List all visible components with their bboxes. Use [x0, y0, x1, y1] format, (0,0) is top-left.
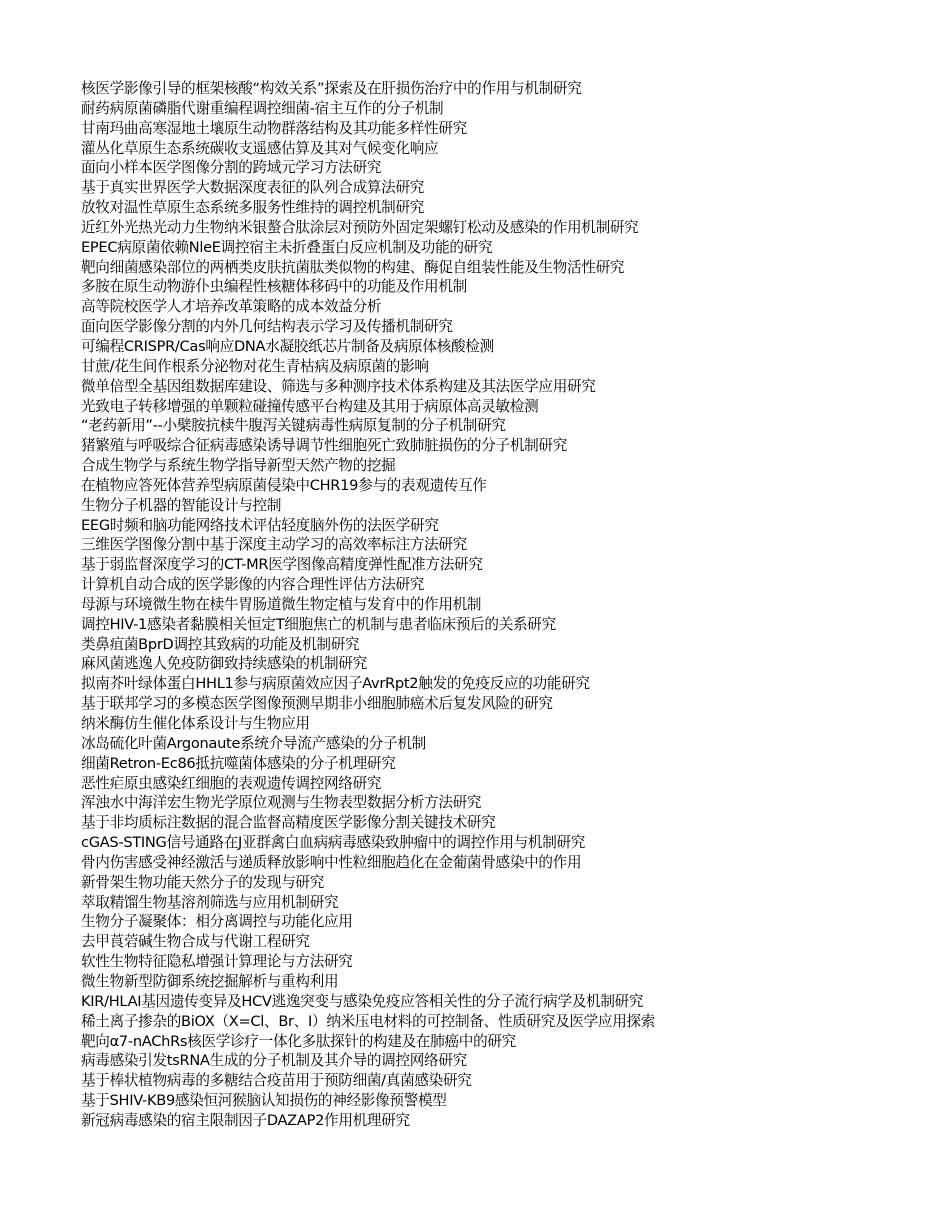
project-title: 猪繁殖与呼吸综合征病毒感染诱导调节性细胞死亡致肺脏损伤的分子机制研究: [81, 437, 567, 455]
project-title: 在植物应答死体营养型病原菌侵染中CHR19参与的表观遗传互作: [81, 476, 487, 494]
project-title: 新冠病毒感染的宿主限制因子DAZAP2作用机理研究: [81, 1111, 410, 1129]
project-title: 软性生物特征隐私增强计算理论与方法研究: [81, 953, 353, 971]
project-title: 恶性疟原虫感染红细胞的表观遗传调控网络研究: [81, 774, 382, 792]
project-title: 高等院校医学人才培养改革策略的成本效益分析: [81, 298, 382, 316]
project-title: 三维医学图像分割中基于深度主动学习的高效率标注方法研究: [81, 536, 467, 554]
project-title: 浑浊水中海洋宏生物光学原位观测与生物表型数据分析方法研究: [81, 794, 482, 812]
project-title: 靶向细菌感染部位的两栖类皮肤抗菌肽类似物的构建、酶促自组装性能及生物活性研究: [81, 258, 625, 276]
project-title: 基于弱监督深度学习的CT-MR医学图像高精度弹性配准方法研究: [81, 556, 483, 574]
project-title: 母源与环境微生物在椟牛胃肠道微生物定植与发育中的作用机制: [81, 595, 482, 613]
project-title: 光致电子转移增强的单颗粒碰撞传感平台构建及其用于病原体高灵敏检测: [81, 397, 539, 415]
project-title: 基于棒状植物病毒的多糖结合疫苗用于预防细菌/真菌感染研究: [81, 1072, 472, 1090]
project-title: 靶向α7-nAChRs核医学诊疗一体化多肽探针的构建及在肺癌中的研究: [81, 1032, 516, 1050]
project-title: 多胺在原生动物游仆虫编程性核糖体移码中的功能及作用机制: [81, 278, 467, 296]
project-title: 细菌Retron-Ec86抵抗噬菌体感染的分子机理研究: [81, 754, 396, 772]
project-title: 基于SHIV-KB9感染恒河猴脑认知损伤的神经影像预警模型: [81, 1092, 447, 1110]
project-title: 基于联邦学习的多模态医学图像预测早期非小细胞肺癌术后复发风险的研究: [81, 695, 553, 713]
project-title: EEG时频和脑功能网络技术评估轻度脑外伤的法医学研究: [81, 516, 439, 534]
project-title: 纳米酶仿生催化体系设计与生物应用: [81, 715, 310, 732]
project-title: 计算机自动合成的医学影像的内容合理性评估方法研究: [81, 576, 425, 594]
project-title: 灌丛化草原生态系统碳收支遥感估算及其对气候变化响应: [81, 139, 439, 157]
project-title: 稀土离子掺杂的BiOX（X=Cl、Br、I）纳米压电材料的可控制备、性质研究及医学应用探索: [81, 1012, 656, 1030]
project-title: 生物分子机器的智能设计与控制: [81, 496, 282, 514]
project-title: 麻风菌逃逸人免疫防御致持续感染的机制研究: [81, 655, 367, 673]
project-title: 耐药病原菌磷脂代谢重编程调控细菌-宿主互作的分子机制: [81, 99, 444, 117]
project-title: 生物分子凝聚体：相分离调控与功能化应用: [81, 913, 353, 931]
project-title: KIR/HLAI基因遗传变异及HCV逃逸突变与感染免疫应答相关性的分子流行病学及机制研究: [81, 992, 644, 1010]
project-title: 萃取精馏生物基溶剂筛选与应用机制研究: [81, 893, 339, 911]
project-title: 面向医学影像分割的内外几何结构表示学习及传播机制研究: [81, 318, 453, 336]
project-title: 类鼻疽菌BprD调控其致病的功能及机制研究: [81, 635, 360, 653]
project-title: “老药新用”--小檗胺抗椟牛腹泻关键病毒性病原复制的分子机制研究: [81, 417, 506, 435]
project-title: 调控HIV-1感染者黏膜相关恒定T细胞焦亡的机制与患者临床预后的关系研究: [81, 615, 556, 633]
project-title: 基于真实世界医学大数据深度表征的队列合成算法研究: [81, 179, 425, 197]
project-title: 微生物新型防御系统挖掘解析与重构利用: [81, 972, 339, 990]
project-title: 去甲莨菪碱生物合成与代谢工程研究: [81, 933, 310, 951]
project-title: 放牧对温性草原生态系统多服务性维持的调控机制研究: [81, 199, 425, 217]
project-title: 合成生物学与系统生物学指导新型天然产物的挖掘: [81, 457, 396, 475]
project-title-list: [81, 79, 655, 1131]
project-title: 骨内伤害感受神经激活与递质释放影响中性粒细胞趋化在金葡菌骨感染中的作用: [81, 853, 582, 871]
project-title: 病毒感染引发tsRNA生成的分子机制及其介导的调控网络研究: [81, 1052, 467, 1070]
project-title: 甘蔗/花生间作根系分泌物对花生青枯病及病原菌的影响: [81, 357, 429, 375]
project-title: 新骨架生物功能天然分子的发现与研究: [81, 873, 324, 891]
project-title: 可编程CRISPR/Cas响应DNA水凝胶纸芯片制备及病原体核酸检测: [81, 337, 494, 355]
project-title: cGAS-STING信号通路在J亚群禽白血病病毒感染致肿瘤中的调控作用与机制研究: [81, 834, 586, 852]
project-title: EPEC病原菌依赖NleE调控宿主未折叠蛋白反应机制及功能的研究: [81, 238, 493, 256]
project-title: 核医学影像引导的框架核酸“构效关系”探索及在肝损伤治疗中的作用与机制研究: [81, 80, 582, 97]
project-title: 拟南芥叶绿体蛋白HHL1参与病原菌效应因子AvrRpt2触发的免疫反应的功能研究: [81, 675, 590, 693]
project-title: 甘南玛曲高寒湿地土壤原生动物群落结构及其功能多样性研究: [81, 119, 467, 137]
project-title: 冰岛硫化叶菌Argonaute系统介导流产感染的分子机制: [81, 734, 426, 752]
project-title: 近红外光热光动力生物纳米银螯合肽涂层对预防外固定架螺钉松动及感染的作用机制研究: [81, 218, 639, 236]
project-title: 微单倍型全基因组数据库建设、筛选与多种测序技术体系构建及其法医学应用研究: [81, 377, 596, 395]
project-title: 面向小样本医学图像分割的跨域元学习方法研究: [81, 159, 382, 177]
project-title: 基于非均质标注数据的混合监督高精度医学影像分割关键技术研究: [81, 814, 496, 832]
